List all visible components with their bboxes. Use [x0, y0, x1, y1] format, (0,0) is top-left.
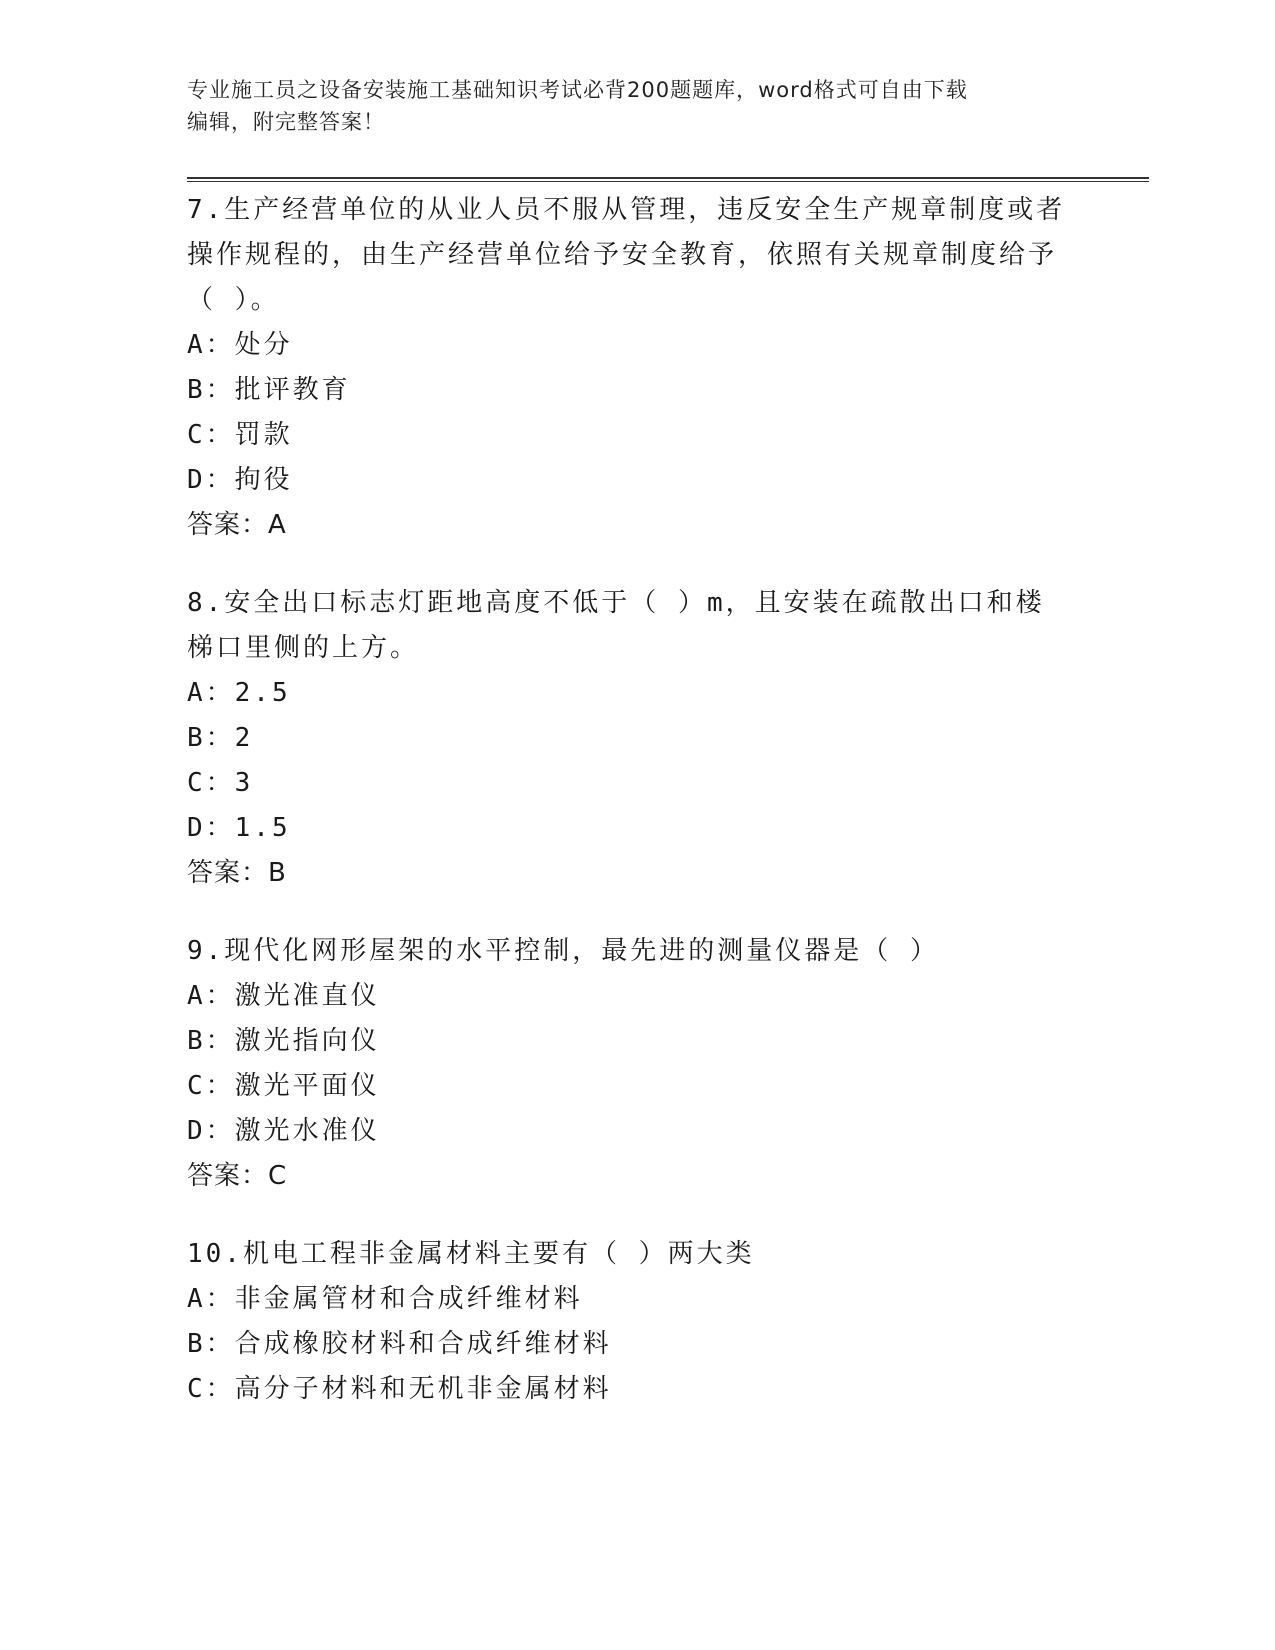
question-9 — [187, 929, 1067, 1199]
option-b: B：批评教育 — [187, 375, 351, 405]
answer-label: 答案：A — [187, 510, 287, 540]
question-text: 7.生产经营单位的从业人员不服从管理，违反安全生产规章制度或者操作规程的，由生产经营单位给予安全教育，依照有关规章制度给予（ ）。 — [187, 195, 1066, 315]
header-title-line-2: 编辑，附完整答案！ — [187, 110, 385, 134]
option-b: B：激光指向仪 — [187, 1026, 380, 1056]
option-d: D：拘役 — [187, 465, 293, 495]
option-a: A：2.5 — [187, 678, 291, 708]
option-a: A：非金属管材和合成纤维材料 — [187, 1284, 583, 1314]
option-b: B：2 — [187, 723, 254, 753]
option-a: A：处分 — [187, 330, 293, 360]
question-8 — [187, 581, 1067, 896]
question-list — [187, 188, 1067, 1445]
answer-label: 答案：C — [187, 1161, 288, 1191]
option-d: D：1.5 — [187, 813, 291, 843]
question-7 — [187, 188, 1067, 548]
option-c: C：3 — [187, 768, 254, 798]
option-d: D：激光水准仪 — [187, 1116, 380, 1146]
document-header — [187, 74, 1087, 138]
answer-label: 答案：B — [187, 858, 287, 888]
header-title-line-1: 专业施工员之设备安装施工基础知识考试必背200题题库，word格式可自由下载 — [187, 78, 968, 102]
question-text: 9.现代化网形屋架的水平控制，最先进的测量仪器是（ ） — [187, 936, 939, 966]
option-c: C：高分子材料和无机非金属材料 — [187, 1374, 612, 1404]
question-10 — [187, 1232, 1067, 1412]
option-a: A：激光准直仪 — [187, 981, 380, 1011]
option-c: C：罚款 — [187, 420, 293, 450]
question-text: 8.安全出口标志灯距地高度不低于（ ）m，且安装在疏散出口和楼梯口里侧的上方。 — [187, 588, 1045, 663]
question-text: 10.机电工程非金属材料主要有（ ）两大类 — [187, 1239, 755, 1269]
header-divider — [187, 177, 1149, 182]
option-b: B：合成橡胶材料和合成纤维材料 — [187, 1329, 612, 1359]
option-c: C：激光平面仪 — [187, 1071, 380, 1101]
